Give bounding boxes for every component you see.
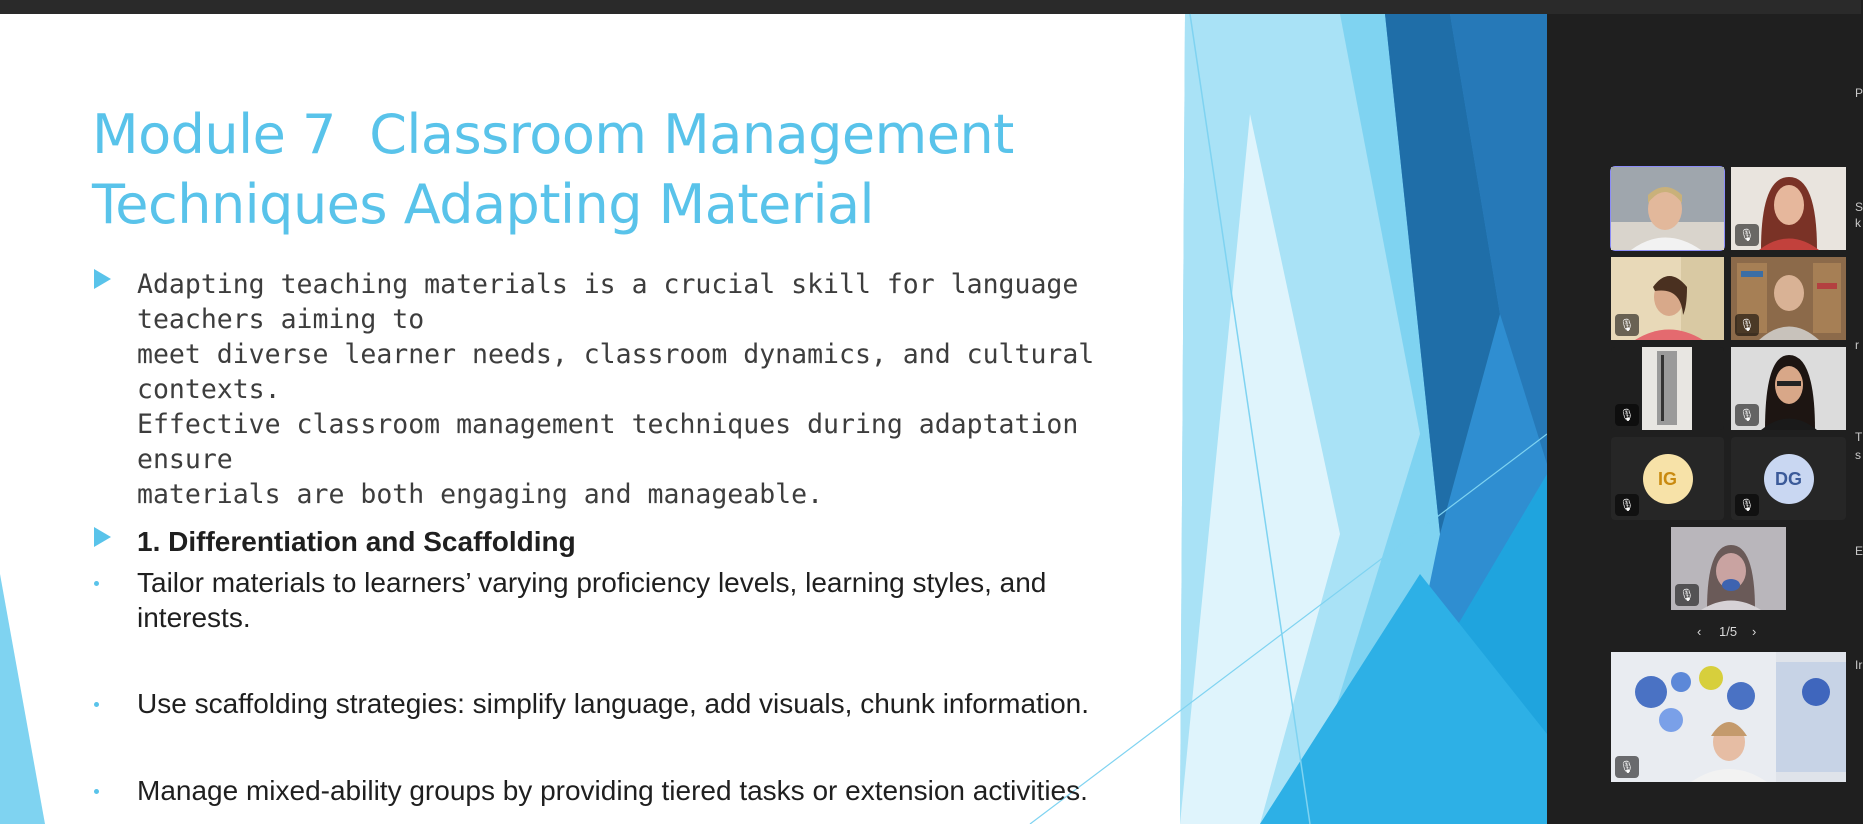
- section-heading: 1. Differentiation and Scaffolding: [137, 526, 576, 557]
- participant-video-tile[interactable]: [1611, 347, 1724, 430]
- participant-video-tile[interactable]: [1731, 257, 1846, 340]
- round-bullet-icon: [94, 789, 99, 794]
- edge-text-fragment: r: [1855, 338, 1859, 352]
- mic-off-icon: 🎙: [1615, 404, 1639, 426]
- intro-line: Effective classroom management techniques during adaptation ensure: [137, 409, 1079, 475]
- participant-video-tile[interactable]: [1731, 347, 1846, 430]
- participant-initials-avatar: IG: [1643, 454, 1693, 504]
- window-top-bar: [0, 0, 1861, 15]
- mic-off-icon: 🎙: [1735, 314, 1759, 336]
- participant-avatar-tile[interactable]: [1611, 437, 1724, 520]
- shared-slide: [0, 14, 1547, 824]
- bullet-point-line: Use scaffolding strategies: simplify language, add visuals, chunk information.: [137, 688, 1089, 719]
- bullet-point-line: Manage mixed-ability groups by providing tiered tasks or extension activities.: [137, 775, 1088, 806]
- mic-off-icon: 🎙: [1735, 404, 1759, 426]
- participant-pager: [1697, 620, 1817, 644]
- round-bullet-icon: [94, 581, 99, 586]
- bullet-point-line: interests.: [137, 602, 251, 633]
- round-bullet-icon: [94, 702, 99, 707]
- intro-line: meet diverse learner needs, classroom dynamics, and cultural contexts.: [137, 339, 1095, 405]
- participant-video-tile[interactable]: [1611, 257, 1724, 340]
- slide-title: [92, 100, 1192, 240]
- participant-video-tile[interactable]: [1671, 527, 1786, 610]
- chevron-right-icon[interactable]: ›: [1752, 624, 1757, 639]
- participant-video-tile-large[interactable]: [1611, 652, 1846, 782]
- mic-off-icon: 🎙: [1735, 224, 1759, 246]
- intro-paragraph: [137, 267, 1177, 512]
- mic-off-icon: 🎙: [1675, 584, 1699, 606]
- edge-text-fragment: Ir: [1855, 658, 1863, 672]
- participant-video: [1611, 167, 1724, 250]
- slide-title-line-1: Module 7 Classroom Management: [92, 103, 1014, 166]
- bullet-point: [137, 686, 1177, 721]
- intro-line: Adapting teaching materials is a crucial skill for language teachers aiming to: [137, 269, 1079, 335]
- intro-line: materials are both engaging and manageable.: [137, 479, 824, 510]
- edge-text-fragment: k: [1855, 216, 1861, 230]
- pager-label: 1/5: [1719, 624, 1738, 639]
- chevron-left-icon[interactable]: ‹: [1697, 624, 1702, 639]
- mic-off-icon: 🎙: [1735, 494, 1759, 516]
- participant-video-tile[interactable]: [1731, 167, 1846, 250]
- edge-text-fragment: s: [1855, 448, 1861, 462]
- mic-off-icon: 🎙: [1615, 494, 1639, 516]
- bullet-point: [137, 565, 1177, 635]
- edge-text-fragment: P: [1855, 86, 1863, 100]
- edge-text-fragment: E: [1855, 544, 1863, 558]
- participant-video: [1611, 652, 1846, 782]
- edge-text-fragment: T: [1855, 430, 1863, 444]
- mic-off-icon: 🎙: [1615, 756, 1639, 778]
- participant-initials-avatar: DG: [1764, 454, 1814, 504]
- slide-title-line-2: Techniques Adapting Material: [92, 173, 875, 236]
- bullet-point-line: Tailor materials to learners’ varying proficiency levels, learning styles, and: [137, 567, 1047, 598]
- triangle-bullet-icon: [94, 527, 111, 547]
- participant-video-tile[interactable]: [1611, 167, 1724, 250]
- participant-avatar-tile[interactable]: [1731, 437, 1846, 520]
- edge-text-fragment: S: [1855, 200, 1863, 214]
- mic-off-icon: 🎙: [1615, 314, 1639, 336]
- bullet-point: [137, 773, 1177, 808]
- triangle-bullet-icon: [94, 269, 111, 289]
